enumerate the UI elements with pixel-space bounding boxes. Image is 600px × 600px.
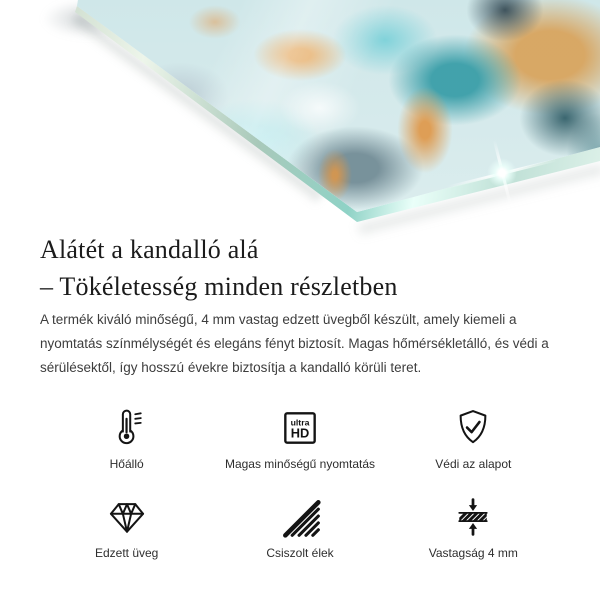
feature-print-quality [213, 400, 386, 471]
svg-text:HD: HD [290, 425, 310, 441]
feature-label: Csiszolt élek [266, 546, 334, 560]
feature-label: Védi az alapot [435, 457, 512, 471]
diamond-icon [105, 489, 149, 539]
thermometer-icon [105, 400, 149, 450]
feature-polished-edges [213, 489, 386, 560]
feature-thickness [387, 489, 560, 560]
feature-label: Hőálló [109, 457, 144, 471]
page-title [40, 231, 398, 305]
polished-edges-icon [278, 489, 322, 539]
feature-label: Magas minőségű nyomtatás [224, 457, 376, 471]
ultra-hd-icon [278, 400, 322, 450]
thickness-icon [451, 489, 495, 539]
feature-grid [40, 400, 560, 560]
page-title-line1: Alátét a kandalló alá [40, 235, 259, 264]
feature-tempered-glass [40, 489, 213, 560]
page-title-line2: – Tökéletesség minden részletben [40, 272, 398, 301]
shield-check-icon [451, 400, 495, 450]
sparkle-glow [487, 158, 517, 188]
svg-text:ultra: ultra [290, 417, 310, 428]
feature-label: Edzett üveg [94, 546, 159, 560]
product-image [0, 0, 600, 240]
feature-protects-base [387, 400, 560, 471]
product-description: A termék kiváló minőségű, 4 mm vastag edzett üvegből készült, amely kiemeli a nyomtatás színmélységét és elegáns fényt biztosít. Magas hőmérsékletálló, és védi a sérülésektől, így hosszú évekre biztosítja a kandalló körüli teret. [40, 312, 549, 375]
feature-heat-resistant [40, 400, 213, 471]
feature-label: Vastagság 4 mm [428, 546, 518, 560]
